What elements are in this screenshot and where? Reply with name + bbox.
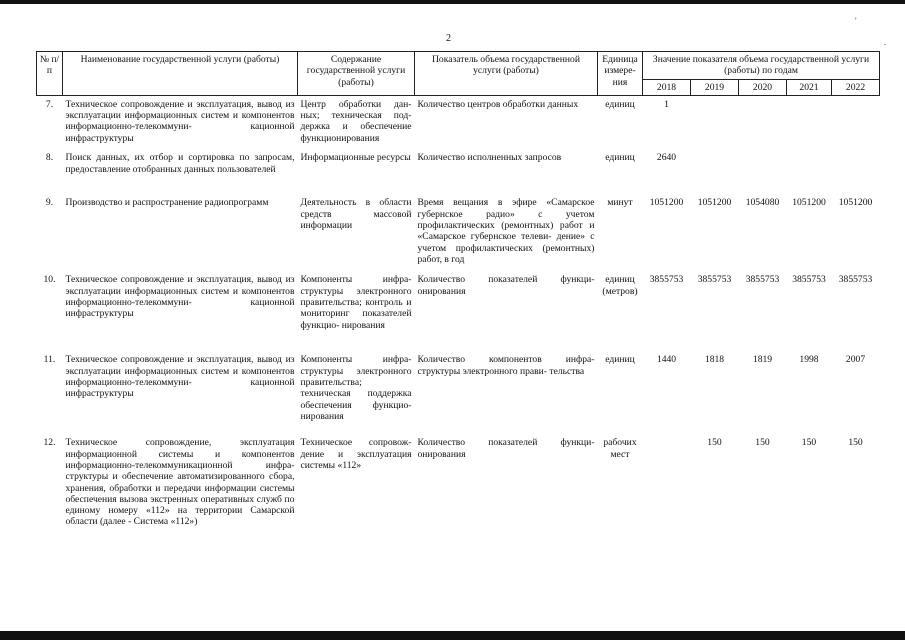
row-value-2021 xyxy=(787,95,832,150)
row-indicator: Количество исполненных запросов xyxy=(417,152,562,164)
row-value-2021 xyxy=(787,150,832,195)
row-value-2020: 1819 xyxy=(752,354,773,366)
row-unit: единиц xyxy=(605,152,635,164)
page-number: 2 xyxy=(446,33,451,44)
row-value-2021: 1998 xyxy=(799,354,819,366)
row-number: 8. xyxy=(45,152,54,164)
row-value-2018: 1440 xyxy=(656,354,677,366)
table-row xyxy=(37,352,880,435)
row-value-2022: 2007 xyxy=(845,354,866,366)
scan-speck: ' xyxy=(855,16,857,26)
header-value: Значение показателя объема государственной услуги (работы) по годам xyxy=(643,52,880,80)
row-content: Компоненты инфра- структуры электронного правительства; техническая поддержка обеспечения функцио- нирования xyxy=(300,354,412,422)
header-year: 2021 xyxy=(787,79,832,95)
row-indicator: Количество показателей функци- онирования xyxy=(417,274,595,297)
row-content: Центр обработки дан- ных; техническая под- держка и обеспечение функционирования xyxy=(300,98,412,144)
row-unit: единиц xyxy=(605,98,635,110)
row-value-2018: 2640 xyxy=(656,152,677,164)
row-value-2020: 150 xyxy=(755,437,770,449)
row-value-2019: 3855753 xyxy=(697,274,732,286)
row-value-2022: 150 xyxy=(848,437,863,449)
row-service-name: Производство и распространение радиопрограмм xyxy=(65,197,269,209)
row-number: 12. xyxy=(43,437,56,449)
table-row xyxy=(37,195,880,272)
row-value-2019 xyxy=(691,150,739,195)
row-value-2020 xyxy=(739,150,787,195)
row-value-2020: 1054080 xyxy=(745,197,780,209)
row-indicator: Количество показателей функци- онирования xyxy=(417,437,595,460)
row-number: 7. xyxy=(45,98,54,110)
row-number: 9. xyxy=(45,197,54,209)
row-value-2020: 3855753 xyxy=(745,274,780,286)
row-service-name: Техническое сопровождение и эксплуатация, вывод из эксплуатации информационных систем и компонентов информационно-телекоммуни- кационной инфраструктуры xyxy=(65,98,295,144)
row-value-2018 xyxy=(643,435,691,529)
table-row xyxy=(37,272,880,352)
row-value-2019: 1051200 xyxy=(697,197,732,209)
header-year: 2022 xyxy=(832,79,880,95)
row-content: Техническое сопровож- дение и эксплуатация системы «112» xyxy=(300,437,412,471)
header-year: 2018 xyxy=(643,79,691,95)
row-value-2021: 3855753 xyxy=(792,274,826,286)
header-unit: Единица измере- ния xyxy=(598,52,643,96)
header-indicator: Показатель объема государственной услуги (работы) xyxy=(415,52,598,96)
row-value-2022: 1051200 xyxy=(838,197,873,209)
row-service-name: Техническое сопровождение и эксплуатация, вывод из эксплуатации информационных систем и компонентов информационно-телекоммуни- кационной инфраструктуры xyxy=(65,274,295,320)
row-value-2019: 150 xyxy=(707,437,722,449)
header-year: 2020 xyxy=(739,79,787,95)
row-value-2021: 1051200 xyxy=(792,197,826,209)
row-unit: минут xyxy=(607,197,633,209)
header-service-name: Наименование государственной услуги (работы) xyxy=(63,52,298,96)
row-service-name: Поиск данных, их отбор и сортировка по запросам, предоставление отобранных данных пользователей xyxy=(65,152,295,175)
row-indicator: Количество центров обработки данных xyxy=(417,98,579,110)
top-border-line xyxy=(0,0,905,4)
table-row xyxy=(37,435,880,529)
row-value-2018: 3855753 xyxy=(649,274,684,286)
row-number: 11. xyxy=(43,354,56,366)
row-content: Информационные ресурсы xyxy=(300,152,411,164)
header-year: 2019 xyxy=(691,79,739,95)
row-content: Деятельность в области средств массовой информации xyxy=(300,197,412,231)
header-content: Содержание государственной услуги (работы) xyxy=(298,52,415,96)
table-row xyxy=(37,95,880,150)
scan-speck: . xyxy=(884,37,887,47)
row-value-2019 xyxy=(691,95,739,150)
header-number: № п/п xyxy=(37,52,63,96)
row-service-name: Техническое сопровождение, эксплуатация информационной системы и компонентов информационно-телекоммуникационной инфра- структуры и обеспечение автоматизированного сбора, хранения, обработки и передачи информации системы обеспечения вызова экстренных оперативных служб по единому номеру «112» на территории Самарской области (далее - Система «112») xyxy=(65,437,295,528)
row-value-2019: 1818 xyxy=(704,354,725,366)
row-value-2021: 150 xyxy=(801,437,817,449)
row-value-2020 xyxy=(739,95,787,150)
row-value-2018: 1 xyxy=(664,98,669,110)
row-unit: единиц (метров) xyxy=(602,274,638,297)
row-unit: рабочих мест xyxy=(603,437,637,460)
row-unit: единиц xyxy=(605,354,635,366)
row-value-2018: 1051200 xyxy=(649,197,684,209)
row-indicator: Количество компонентов инфра- структуры электронного прави- тельства xyxy=(417,354,595,377)
services-table xyxy=(36,51,880,530)
row-value-2022: 3855753 xyxy=(838,274,873,286)
row-value-2022 xyxy=(832,150,880,195)
row-number: 10. xyxy=(43,274,56,286)
row-indicator: Время вещания в эфире «Самарское губернское радио» с учетом профилактических (ремонтных) работ и «Самарское губернское телеви- дение» с учетом профилактических (ремонтных) работ, в год xyxy=(417,197,595,265)
row-content: Компоненты инфра- структуры электронного правительства; контроль и мониторинг показателей функцио- нирования xyxy=(300,274,412,331)
row-service-name: Техническое сопровождение и эксплуатация, вывод из эксплуатации информационных систем и компонентов информационно-телекоммуни- кационной инфраструктуры xyxy=(65,354,295,400)
table-row xyxy=(37,150,880,195)
row-value-2022 xyxy=(832,95,880,150)
bottom-border-line xyxy=(0,631,905,640)
